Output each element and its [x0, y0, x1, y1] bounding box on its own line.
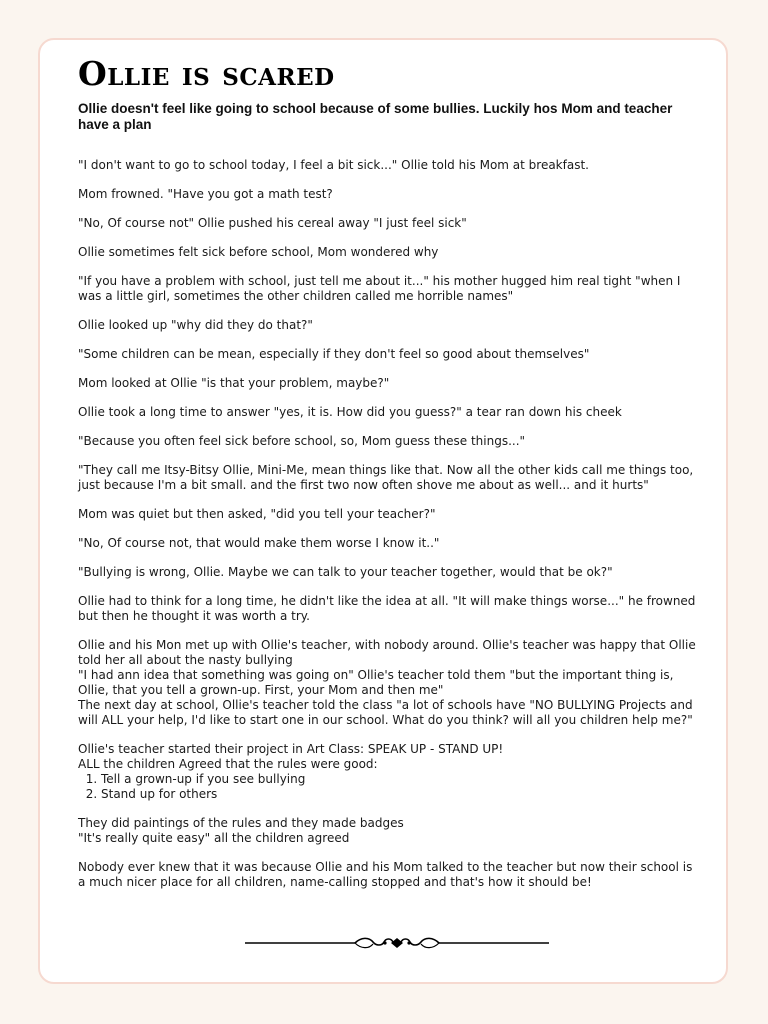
teacher-meeting-block	[78, 638, 698, 728]
paragraph: Ollie took a long time to answer "yes, it is. How did you guess?" a tear ran down his cheek	[78, 405, 622, 419]
paragraph: Mom looked at Ollie "is that your problem, maybe?"	[78, 376, 390, 390]
rules-list	[78, 772, 698, 802]
rule-item: 1. Tell a grown-up if you see bullying	[101, 772, 698, 787]
project-block	[78, 742, 698, 802]
subtitle: Ollie doesn't feel like going to school because of some bullies. Luckily hos Mom and teacher have a plan	[78, 101, 673, 132]
story-body	[78, 158, 698, 904]
paragraph: "Some children can be mean, especially if they don't feel so good about themselves"	[78, 347, 590, 361]
paragraph: Mom was quiet but then asked, "did you tell your teacher?"	[78, 507, 436, 521]
paragraph: "No, Of course not" Ollie pushed his cereal away "I just feel sick"	[78, 216, 467, 230]
paragraph-line: Ollie and his Mon met up with Ollie's teacher, with nobody around. Ollie's teacher was happy that Ollie told her all about the nasty bullying	[78, 638, 696, 667]
paragraph: "If you have a problem with school, just tell me about it..." his mother hugged him real tight "when I was a little girl, sometimes the other children called me horrible names"	[78, 274, 681, 303]
story-card	[38, 38, 728, 984]
paragraph: "No, Of course not, that would make them worse I know it.."	[78, 536, 440, 550]
ending-paragraph: Nobody ever knew that it was because Ollie and his Mom talked to the teacher but now their school is a much nicer place for all children, name-calling stopped and that's how it should be!	[78, 860, 693, 889]
paragraph-line: "I had ann idea that something was going on" Ollie's teacher told them "but the important thing is, Ollie, that you tell a grown-up. First, your Mom and then me"	[78, 668, 674, 697]
badges-line: They did paintings of the rules and they made badges	[78, 816, 404, 830]
paragraph: Mom frowned. "Have you got a math test?	[78, 187, 333, 201]
project-intro-line: Ollie's teacher started their project in Art Class: SPEAK UP - STAND UP!	[78, 742, 504, 756]
badges-block	[78, 816, 698, 846]
paragraph: "They call me Itsy-Bitsy Ollie, Mini-Me, mean things like that. Now all the other kids call me things too, just because I'm a bit small. and the first two now often shove me about as well... and it hurts"	[78, 463, 694, 492]
ornamental-divider-icon	[245, 936, 549, 950]
paragraph: Ollie looked up "why did they do that?"	[78, 318, 313, 332]
paragraph: "Bullying is wrong, Ollie. Maybe we can talk to your teacher together, would that be ok?"	[78, 565, 613, 579]
project-intro-line: ALL the children Agreed that the rules were good:	[78, 757, 378, 771]
paragraph: Ollie sometimes felt sick before school, Mom wondered why	[78, 245, 439, 259]
paragraph-line: The next day at school, Ollie's teacher told the class "a lot of schools have "NO BULLYING Projects and will ALL your help, I'd like to start one in our school. What do you think? will all you children help me?"	[78, 698, 693, 727]
paragraph: Ollie had to think for a long time, he didn't like the idea at all. "It will make things worse..." he frowned but then he thought it was worth a try.	[78, 594, 696, 623]
paragraph: "I don't want to go to school today, I feel a bit sick..." Ollie told his Mom at breakfast.	[78, 158, 589, 172]
paragraph: "Because you often feel sick before school, so, Mom guess these things..."	[78, 434, 526, 448]
page-title: Ollie is scared	[78, 54, 335, 93]
badges-line: "It's really quite easy" all the children agreed	[78, 831, 350, 845]
rule-item: 2. Stand up for others	[101, 787, 698, 802]
